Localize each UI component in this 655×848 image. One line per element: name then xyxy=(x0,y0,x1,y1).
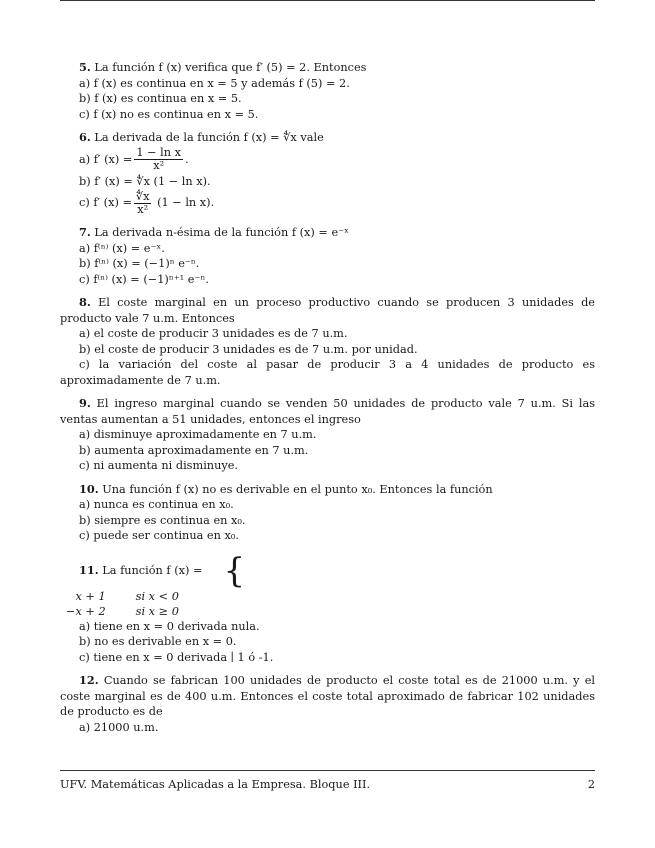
question-stem: La derivada de la función f (x) = ∜x vale xyxy=(94,131,324,144)
question-11 xyxy=(60,552,595,666)
question-stem: El ingreso marginal cuando se venden 50 unidades de producto vale 7 u.m. Si las ventas aumentan a 51 unidades, entonces el ingreso xyxy=(60,397,596,426)
option-c: c) tiene en x = 0 derivada ∣ 1 ó -1. xyxy=(79,650,274,664)
question-10 xyxy=(60,482,595,544)
option-a: a) f⁽ⁿ⁾ (x) = e⁻ˣ. xyxy=(79,241,165,255)
option-b: b) f′ (x) = ∜x (1 − ln x). xyxy=(79,174,211,188)
question-stem: La derivada n-ésima de la función f (x) = e⁻ˣ xyxy=(94,226,349,239)
question-6 xyxy=(60,130,595,217)
brace-symbol: { xyxy=(223,550,246,591)
option-c-prefix: c) f′ (x) = xyxy=(79,196,132,209)
option-b: b) f (x) es continua en x = 5. xyxy=(79,92,242,105)
fraction-denominator: x² xyxy=(153,159,165,172)
page-footer xyxy=(60,777,595,792)
header-rule xyxy=(60,0,595,1)
case-condition: si x ≥ 0 xyxy=(135,604,179,618)
footer-course-title: UFV. Matemáticas Aplicadas a la Empresa. Bloque III. xyxy=(60,778,371,791)
question-8 xyxy=(60,295,595,388)
option-c: c) la variación del coste al pasar de producir 3 a 4 unidades de producto es aproximadamente de 7 u.m. xyxy=(60,358,595,387)
option-c: c) f⁽ⁿ⁾ (x) = (−1)ⁿ⁺¹ e⁻ⁿ. xyxy=(79,272,209,286)
exam-content xyxy=(60,60,595,743)
option-b: b) no es derivable en x = 0. xyxy=(79,635,237,648)
question-9 xyxy=(60,396,595,474)
case-expression: −x + 2 xyxy=(66,604,106,618)
option-a: a) nunca es continua en x₀. xyxy=(79,498,234,511)
question-7 xyxy=(60,225,595,287)
fraction-numerator: 1 − ln x xyxy=(136,146,182,159)
option-b: b) el coste de producir 3 unidades es de 7 u.m. por unidad. xyxy=(79,342,418,356)
question-number: 10. xyxy=(79,481,99,496)
piecewise-cases xyxy=(60,589,185,619)
option-c: c) f (x) no es continua en x = 5. xyxy=(79,107,259,121)
fraction xyxy=(134,191,152,216)
option-a: a) tiene en x = 0 derivada nula. xyxy=(79,619,260,633)
option-b: b) f⁽ⁿ⁾ (x) = (−1)ⁿ e⁻ⁿ. xyxy=(79,257,200,270)
option-a-prefix: a) f′ (x) = xyxy=(79,152,133,166)
question-stem: Cuando se fabrican 100 unidades de producto el coste total es de 21000 u.m. y el coste marginal es de 400 u.m. Entonces el coste total aproximado de fabricar 102 unidades de producto es de xyxy=(60,674,596,718)
option-a: a) f (x) es continua en x = 5 y además f (5) = 2. xyxy=(79,76,350,90)
question-stem: El coste marginal en un proceso productivo cuando se producen 3 unidades de producto vale 7 u.m. Entonces xyxy=(60,296,595,325)
footer-rule xyxy=(60,770,595,771)
option-c-suffix: (1 − ln x). xyxy=(157,196,215,209)
option-a-suffix: . xyxy=(185,152,189,166)
option-a: a) 21000 u.m. xyxy=(79,720,159,734)
question-number: 5. xyxy=(79,60,91,74)
question-number: 6. xyxy=(79,130,91,144)
option-c xyxy=(60,189,595,217)
question-stem: La función f (x) verifica que f′ (5) = 2. Entonces xyxy=(94,61,367,74)
question-5 xyxy=(60,60,595,122)
question-number: 11. xyxy=(79,562,99,577)
question-12 xyxy=(60,673,595,735)
option-a: a) disminuye aproximadamente en 7 u.m. xyxy=(79,428,317,441)
option-a xyxy=(60,146,595,174)
option-c: c) puede ser continua en x₀. xyxy=(79,529,239,542)
case-expression: x + 1 xyxy=(75,589,106,603)
question-number: 8. xyxy=(79,295,91,309)
option-b: b) aumenta aproximadamente en 7 u.m. xyxy=(79,443,309,457)
question-number: 12. xyxy=(79,673,99,687)
question-number: 7. xyxy=(79,225,91,239)
case-condition: si x < 0 xyxy=(135,589,179,603)
question-stem: Una función f (x) no es derivable en el punto x₀. Entonces la función xyxy=(102,482,493,496)
question-number: 9. xyxy=(79,396,91,410)
option-b: b) siempre es continua en x₀. xyxy=(79,513,246,527)
fraction xyxy=(134,147,183,172)
fraction-numerator: ∜x xyxy=(135,189,150,203)
option-c: c) ni aumenta ni disminuye. xyxy=(79,459,239,472)
option-a: a) el coste de producir 3 unidades es de 7 u.m. xyxy=(79,327,348,340)
question-stem: La función f (x) = xyxy=(102,563,203,577)
fraction-denominator: x² xyxy=(137,202,149,216)
page-number: 2 xyxy=(587,778,595,791)
